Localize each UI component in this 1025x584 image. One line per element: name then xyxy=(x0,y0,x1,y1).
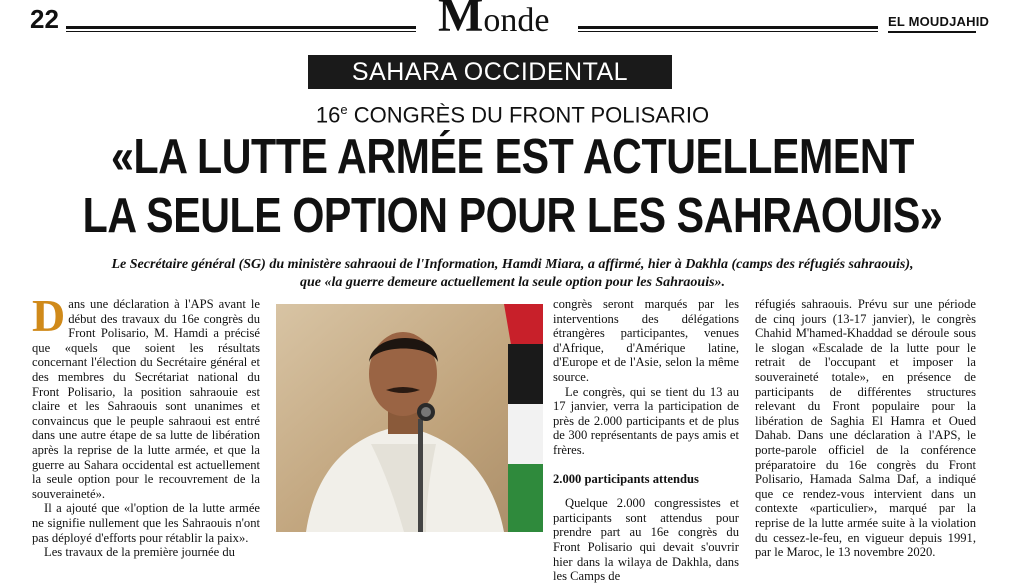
section-title xyxy=(438,0,549,41)
subtitle-sup: e xyxy=(340,102,348,117)
article-column-1 xyxy=(32,290,260,560)
paragraph xyxy=(32,290,260,501)
paragraph: Il a ajouté que «l'option de la lutte armée ne signifie nullement que les Sahraouis n'ont pas déployé d'efforts pour rétablir la paix». xyxy=(32,501,260,545)
header-rule-left-thin xyxy=(66,31,416,32)
kicker-banner: SAHARA OCCIDENTAL xyxy=(308,55,672,89)
headline-line-2: LA SEULE OPTION POUR LES SAHRAOUIS» xyxy=(82,189,943,243)
subtitle-number: 16 xyxy=(315,102,341,128)
drop-cap: D xyxy=(32,290,66,341)
paragraph: congrès seront marqués par les interventions des délégations étrangères participantes, venues d'Afrique, d'Amérique latine, d'Europe et de l'Asie, selon la même source. xyxy=(553,297,739,384)
article-column-2 xyxy=(553,297,739,584)
standfirst-line-2: que «la guerre demeure actuellement la seule option pour les Sahraouis». xyxy=(299,275,726,290)
header-rule-right xyxy=(578,26,878,29)
section-initial: M xyxy=(438,0,484,42)
header-rule-left xyxy=(66,26,416,29)
paragraph: Le congrès, qui se tient du 13 au 17 janvier, verra la participation de près de 2.000 participants et de plus de 300 représentants de pays amis et frères. xyxy=(553,384,739,457)
subtitle xyxy=(0,97,1025,128)
page-number: 22 xyxy=(30,4,59,34)
headline-line-1: «LA LUTTE ARMÉE EST ACTUELLEMENT xyxy=(111,130,914,184)
paragraph-text: ans une déclaration à l'APS avant le début des travaux du 16e congrès du Front Polisario, M. Hamdi a précisé que «quels que soient les résultats concernant l'élection du Secrétaire général et des membres du Secrétariat national du Front Polisario, la position sahraouie est claire et les Sahraouis sont unanimes et convaincus que le peuple sahraoui est entré dans une autre étape de sa lutte de libération après la reprise de la lutte armée, et que la guerre au Sahara occidental est actuellement la seule option pour le recouvrement de la souveraineté». xyxy=(32,297,260,501)
article-column-3 xyxy=(755,297,976,560)
paragraph: Les travaux de la première journée du xyxy=(44,545,235,560)
subtitle-text: CONGRÈS DU FRONT POLISARIO xyxy=(347,102,710,128)
standfirst xyxy=(0,256,1025,292)
speaker-photo xyxy=(276,304,543,532)
standfirst-line-1: Le Secrétaire général (SG) du ministère sahraoui de l'Information, Hamdi Miara, a affirmé, hier à Dakhla (camps des réfugiés sahraouis), xyxy=(111,257,914,272)
header-rule-paper xyxy=(888,31,976,33)
paragraph: Quelque 2.000 congressistes et participants sont attendus pour prendre part au 16e congrès du Front Polisario qui devait s'ouvrir hier dans la wilaya de Dakhla, dans les Camps de xyxy=(553,496,739,584)
paragraph: réfugiés sahraouis. Prévu sur une période de cinq jours (13-17 janvier), le congrès Chahid M'hamed-Khaddad se déroule sous le slogan «Escalade de la lutte pour le retrait de l'occupant et imposer la souveraineté totale», en présence de participants de différentes structures relevant du Front populaire pour la libération de Saghia El Hamra et Oued Dahab. Dans une déclaration à l'APS, le porte-parole officiel de la conférence préparatoire du 16e congrès du Front Polisario, Hamada Salma Daf, a indiqué que ce rendez-vous intervient dans un contexte «particulier», marqué par la reprise de la lutte armée suite à la violation du cessez-le-feu, en vigueur depuis 1991, par le Maroc, le 13 novembre 2020. xyxy=(755,297,976,560)
intertitle: 2.000 participants attendus xyxy=(553,471,699,486)
section-rest: onde xyxy=(483,2,550,39)
newspaper-name: EL MOUDJAHID xyxy=(888,14,990,29)
header-rule-right-thin xyxy=(578,31,878,32)
